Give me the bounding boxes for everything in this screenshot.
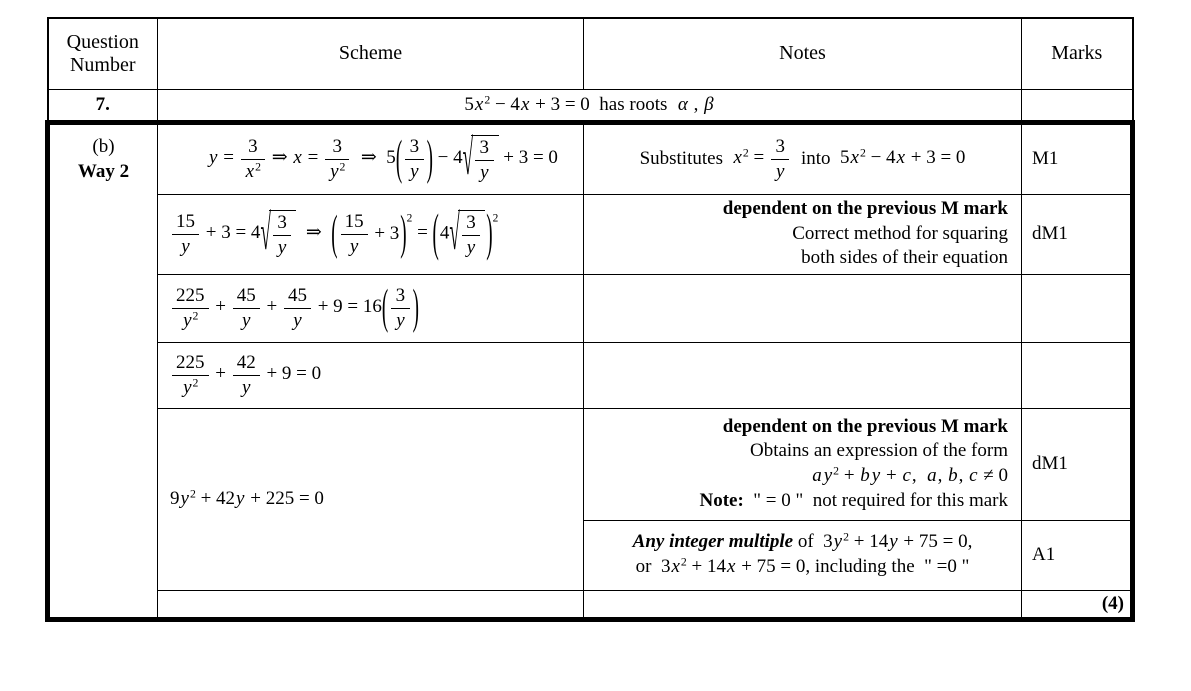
mark-label: dM1: [1022, 194, 1133, 274]
notes-cell: dependent on the previous M mark Correct method for squaring both sides of their equation: [584, 194, 1022, 274]
notes-cell: [584, 342, 1022, 408]
notes-cell-empty: [584, 590, 1022, 619]
header-row: [48, 18, 1133, 89]
scheme-formula: $\frac{225}{y^2}$ + $\frac{42}{y}$ + 9 = 0: [158, 342, 584, 408]
way-label: Way 2: [77, 161, 130, 183]
scheme-cell-empty: [158, 590, 584, 619]
mark-label: [1022, 274, 1133, 342]
mark-scheme-table: [45, 17, 1135, 622]
table-row: [48, 274, 1133, 342]
scheme-formula: $9y^2 + 42y + 225 = 0$: [158, 408, 584, 590]
notes-cell: dependent on the previous M mark Obtains an expression of the form a $y^2 + b$ y + c, a, b, c ≠ 0 Note: " = 0 " not required for this mark: [584, 408, 1022, 520]
notes-header: Notes: [584, 18, 1022, 89]
part-label-cell: [48, 122, 158, 619]
part-label: (b): [92, 135, 115, 157]
question-row: [48, 89, 1133, 122]
scheme-formula: $\frac{225}{y^2}$ + $\frac{45}{y}$ + $\frac{45}{y}$ + 9 = 16 ( $\frac{3}{y}$ ): [158, 274, 584, 342]
table-row: [48, 122, 1133, 194]
table-row: [48, 342, 1133, 408]
table-row: [48, 408, 1133, 520]
notes-cell: [584, 274, 1022, 342]
mark-label: A1: [1022, 520, 1133, 590]
mark-label: dM1: [1022, 408, 1133, 520]
marks-header: Marks: [1022, 18, 1133, 89]
mark-label: M1: [1022, 122, 1133, 194]
notes-cell: Any integer multiple of $3y^2 + 14y + 75 = 0$, or $3x^2 + 14x + 75 = 0$, including the " =0 ": [584, 520, 1022, 590]
scheme-formula: $\frac{15}{y}$ + 3 = 4 √ $\frac{3}{y}$ ⇒ ( $\frac{15}{y}$ + 3 ) $^2$ = ( 4 √ $\frac{3}{y}$ ) $^2$: [158, 194, 584, 274]
scheme-header: Scheme: [158, 18, 584, 89]
way2-section: [48, 122, 1133, 619]
total-marks: (4): [1022, 590, 1133, 619]
mark-label: [1022, 342, 1133, 408]
question-number-header: Question Number: [48, 18, 158, 89]
scheme-formula: y = $\frac{3}{x^2}$ ⇒ x = $\frac{3}{y^2}$ ⇒ 5 ( $\frac{3}{y}$ ) − 4 √ $\frac{3}{y}$ + 3 = 0: [158, 122, 584, 194]
marks-cell: [1022, 89, 1133, 122]
question-number: 7.: [48, 89, 158, 122]
total-row: [48, 590, 1133, 619]
question-statement: $5x^2 - 4x + 3 = 0$ has roots α , β: [158, 89, 1022, 122]
table-row: [48, 194, 1133, 274]
notes-cell: Substitutes $x^2$ = $\frac{3}{y}$ into $5x^2 - 4x + 3 = 0$: [584, 122, 1022, 194]
